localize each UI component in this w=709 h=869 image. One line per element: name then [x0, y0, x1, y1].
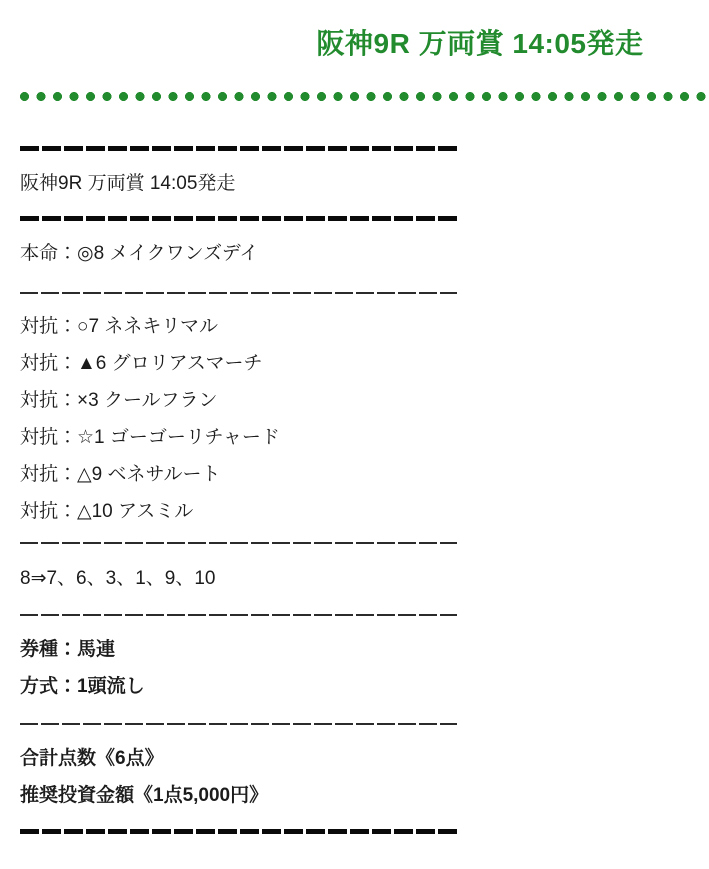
- race-header: 阪神9R 万両賞 14:05発走: [20, 173, 236, 194]
- method-line: 方式：1頭流し: [20, 676, 145, 697]
- formation-line: 8⇒7、6、3、1、9、10: [20, 568, 216, 589]
- bet-info: [20, 631, 457, 705]
- page-header: [0, 0, 709, 62]
- rival-line: 対抗：○7 ネネキリマル: [20, 316, 218, 337]
- rival-line: 対抗：☆1 ゴーゴーリチャード: [20, 427, 280, 448]
- thin-divider-1: [20, 292, 457, 294]
- rival-line: 対抗：△9 ベネサルート: [20, 464, 221, 485]
- thin-divider-3: [20, 614, 457, 616]
- heavy-divider-bottom: [20, 829, 457, 834]
- bet-type-line: 券種：馬連: [20, 639, 116, 660]
- rival-line: 対抗：×3 クールフラン: [20, 390, 218, 411]
- rival-line: 対抗：▲6 グロリアスマーチ: [20, 353, 263, 374]
- dotted-separator: [20, 92, 709, 101]
- thin-divider-2: [20, 542, 457, 544]
- total-points-line: 合計点数《6点》: [20, 748, 164, 769]
- page-title: 阪神9R 万両賞 14:05発走: [316, 28, 644, 59]
- rival-line: 対抗：△10 アスミル: [20, 501, 194, 522]
- heavy-divider-mid: [20, 216, 457, 221]
- tip-body: [20, 146, 457, 834]
- rivals-list: [20, 308, 457, 530]
- thin-divider-4: [20, 723, 457, 725]
- heavy-divider-top: [20, 146, 457, 151]
- investment-line: 推奨投資金額《1点5,000円》: [20, 785, 269, 806]
- summary-info: [20, 740, 457, 814]
- honmei-line: 本命：◎8 メイクワンズデイ: [20, 243, 259, 264]
